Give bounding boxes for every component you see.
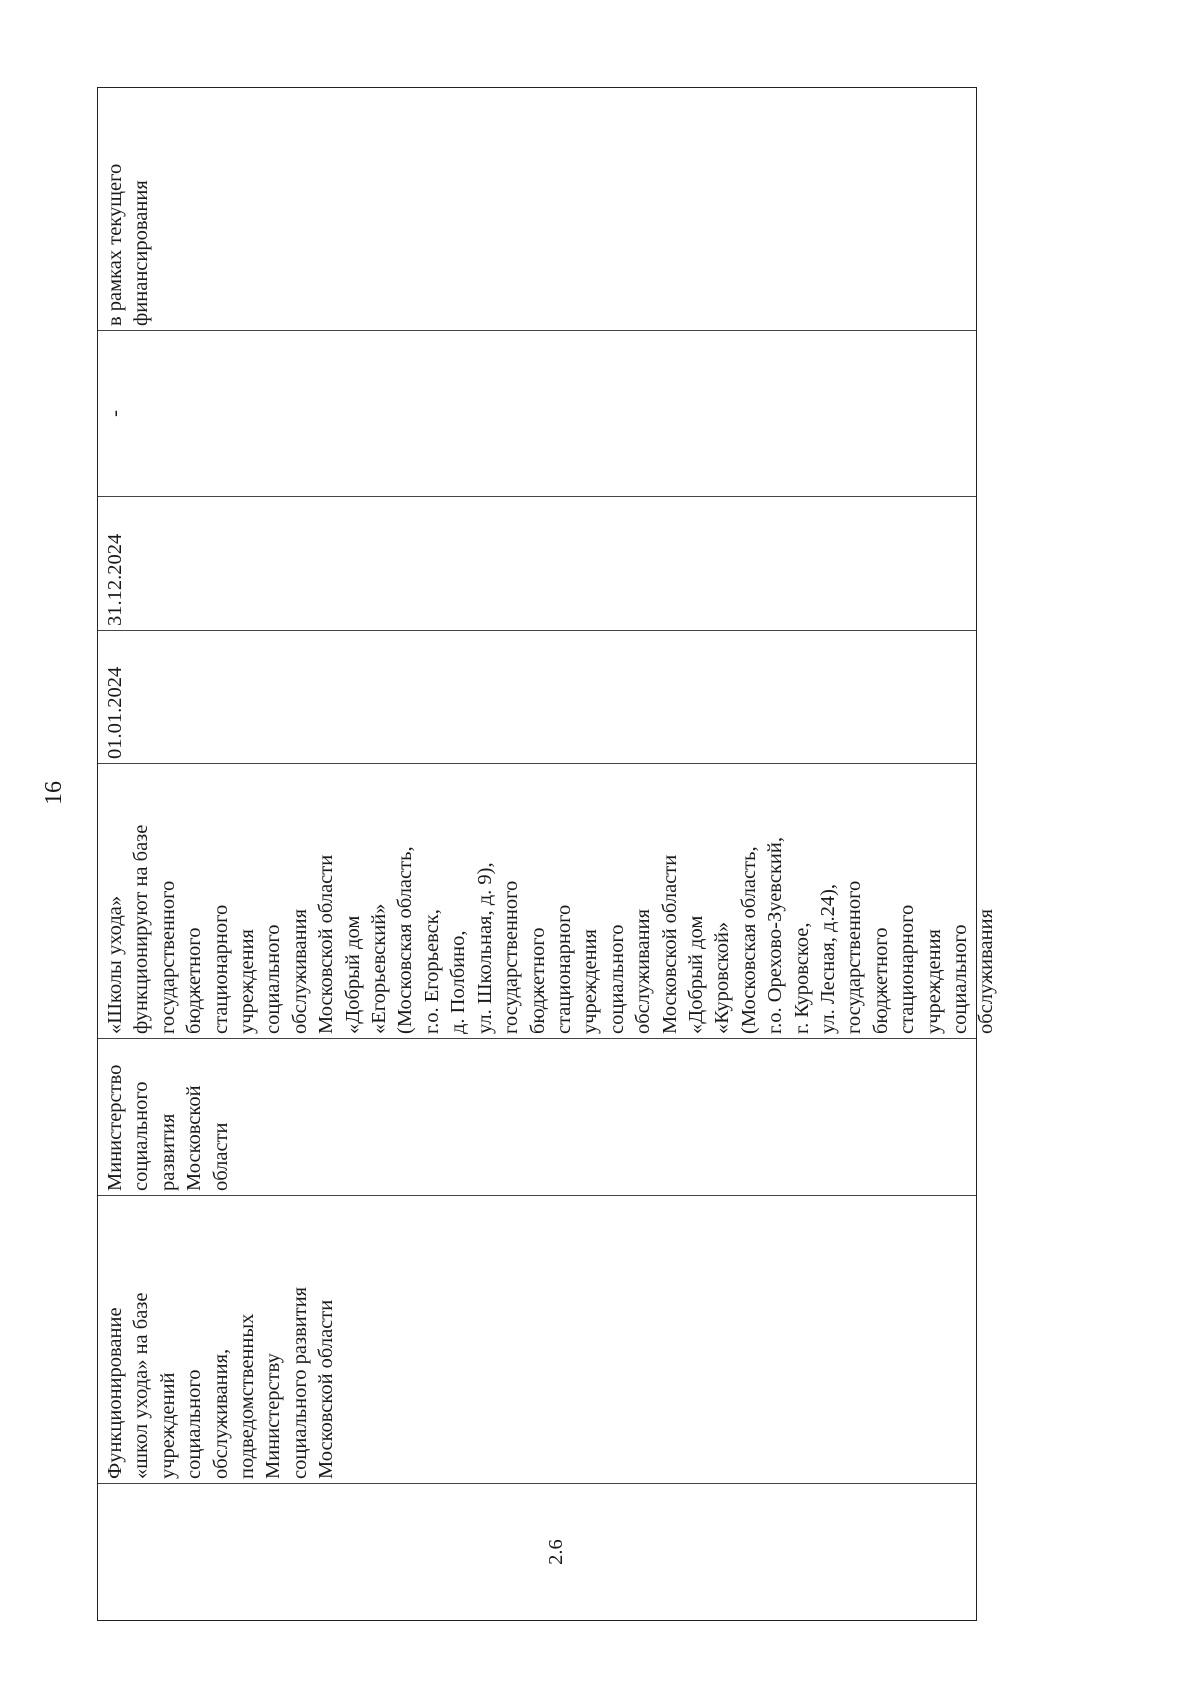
event-text-line: социального bbox=[183, 1369, 206, 1479]
result-text-line: социального bbox=[262, 924, 285, 1034]
result-text-line: д. Полбино, bbox=[447, 930, 470, 1034]
cell-funding bbox=[98, 86, 976, 330]
page-number: 16 bbox=[41, 781, 67, 805]
result-text-line: г. Куровское, bbox=[790, 922, 813, 1034]
plan-table bbox=[97, 87, 998, 1621]
cell-result bbox=[98, 763, 998, 1038]
result-text-line: государственного bbox=[843, 880, 866, 1034]
result-text-line: (Московская область, bbox=[737, 846, 760, 1034]
funding-text-line: финансирования bbox=[130, 180, 153, 326]
result-text-line: обслуживания bbox=[632, 908, 655, 1034]
event-text-line: Министерству bbox=[262, 1353, 285, 1479]
result-text-line: учреждения bbox=[236, 929, 259, 1034]
cell-executor bbox=[98, 1038, 976, 1195]
event-text-line: обслуживания, bbox=[209, 1348, 232, 1479]
result-text-line: бюджетного bbox=[183, 927, 206, 1034]
event-text-line: «школ ухода» на базе bbox=[130, 1292, 153, 1479]
result-text-line: Московской области bbox=[658, 854, 681, 1034]
amount: - bbox=[104, 410, 126, 417]
result-text-line: учреждения bbox=[922, 929, 945, 1034]
result-text-line: стационарного bbox=[552, 904, 575, 1034]
result-text-line: г.о. Егорьевск, bbox=[420, 909, 443, 1034]
cell-row-number bbox=[98, 1483, 976, 1620]
executor-text-line: Министерство bbox=[104, 1064, 126, 1191]
start-date: 01.01.2024 bbox=[104, 666, 126, 759]
result-text-line: «Куровской» bbox=[711, 921, 734, 1034]
event-text-line: Функционирование bbox=[104, 1307, 126, 1479]
cell-event bbox=[98, 1195, 976, 1483]
end-date: 31.12.2024 bbox=[104, 533, 126, 626]
event-text-line: подведомственных bbox=[236, 1313, 259, 1479]
result-text-line: Московской области bbox=[315, 854, 338, 1034]
executor-text-line: области bbox=[209, 1122, 232, 1191]
result-text-line: стационарного bbox=[896, 904, 919, 1034]
rotated-table-wrapper bbox=[97, 87, 998, 1621]
event-text-line: учреждений bbox=[156, 1372, 179, 1479]
row-number: 2.6 bbox=[545, 1539, 567, 1565]
cell-amount bbox=[98, 330, 976, 496]
result-text-line: «Добрый дом bbox=[341, 915, 364, 1034]
result-text-line: государственного bbox=[156, 880, 179, 1034]
executor-text-line: Московской bbox=[183, 1085, 206, 1191]
result-text-line: государственного bbox=[500, 880, 523, 1034]
result-text-line: «Егорьевский» bbox=[368, 903, 391, 1034]
cell-start-date bbox=[98, 630, 976, 763]
executor-text-line: социального bbox=[130, 1081, 153, 1191]
result-text-line: обслуживания bbox=[975, 908, 998, 1034]
funding-text-line: в рамках текущего bbox=[104, 163, 126, 326]
result-text-line: бюджетного bbox=[526, 927, 549, 1034]
executor-text-line: развития bbox=[156, 1113, 179, 1191]
result-text-line: «Добрый дом bbox=[684, 915, 707, 1034]
result-text-line: учреждения bbox=[579, 929, 602, 1034]
result-text-line: (Московская область, bbox=[394, 846, 417, 1034]
result-text-line: г.о. Орехово-Зуевский, bbox=[764, 837, 787, 1034]
result-text-line: социального bbox=[949, 924, 971, 1034]
result-text-line: ул. Школьная, д. 9), bbox=[473, 862, 496, 1034]
result-text-line: ул. Лесная, д.24), bbox=[816, 883, 839, 1034]
result-text-line: функционируют на базе bbox=[130, 824, 153, 1034]
result-text-line: «Школы ухода» bbox=[104, 895, 126, 1034]
event-text-line: социального развития bbox=[288, 1286, 311, 1479]
result-text-line: бюджетного bbox=[869, 927, 892, 1034]
result-text-line: обслуживания bbox=[288, 908, 311, 1034]
result-text-line: социального bbox=[605, 924, 628, 1034]
result-text-line: стационарного bbox=[209, 904, 232, 1034]
cell-end-date bbox=[98, 496, 976, 630]
event-text-line: Московской области bbox=[315, 1299, 338, 1479]
